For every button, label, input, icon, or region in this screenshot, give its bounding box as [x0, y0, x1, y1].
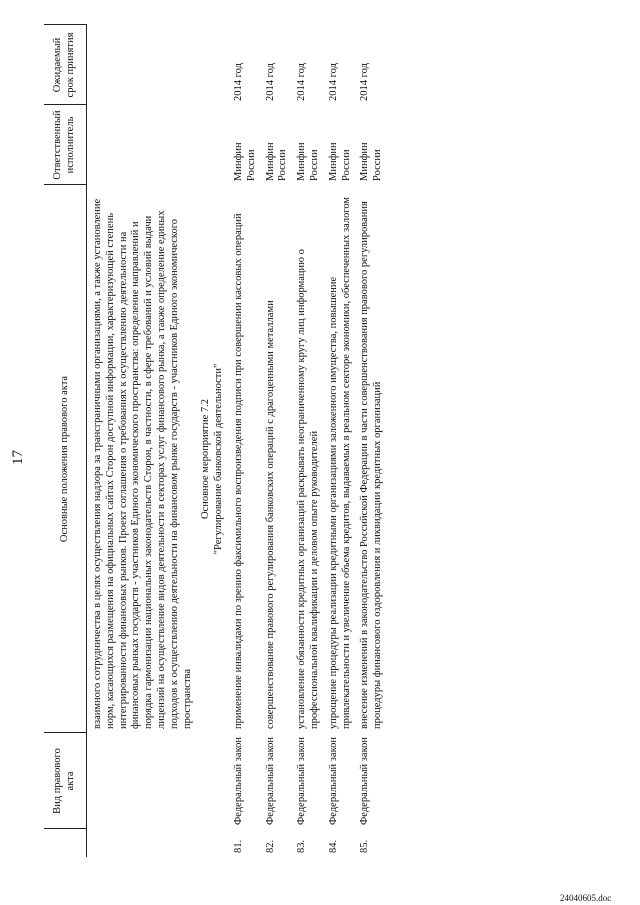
table-row: [356, 25, 388, 857]
row-kind: Федеральный закон: [264, 736, 276, 825]
row-term: 2014 год: [264, 63, 276, 101]
section-row: [198, 25, 230, 857]
header-number: [44, 829, 87, 857]
row-kind: Федеральный закон: [359, 736, 371, 825]
table-row: [293, 25, 325, 857]
row-number: 84.: [327, 839, 339, 853]
row-executor: Минфин России: [359, 142, 384, 181]
row-number: 85.: [359, 839, 371, 853]
section-title: Основное мероприятие 7.2: [200, 398, 212, 520]
header-kind: Вид правового акта: [44, 733, 87, 829]
row-kind: Федеральный закон: [232, 736, 244, 825]
row-term: 2014 год: [327, 63, 339, 101]
continuation-row: [87, 25, 199, 857]
continuation-text: взаимного сотрудничества в целях осуществления надзора за трансграничными организациями, а также установление норм, касающихся размещения на официальных сайтах Сторон доступной информации, характеризующей степень интегрированности финансовых рынков. Проект соглашения о требованиях к осуществлению деятельности на финансовых рынках государств - участников Единого экономического пространства: определение направлений и порядка гармонизации национальных законодательств Сторон, в частности, в сфере требований и условий выдачи лицензий на осуществление видов деятельности в секторах услуг финансового рынка, а также определение единых подходов к осуществлению деятельности на финансовом рынке государств - участников Единого экономического пространства: [92, 198, 193, 729]
row-term: 2014 год: [232, 63, 244, 101]
row-number: 82.: [264, 839, 276, 853]
page-number: 17: [10, 450, 26, 465]
row-text: внесение изменений в законодательство Российской Федерации в части совершенствования правового регулирования процедуры финансового оздоровления и ликвидации кредитных организаций: [359, 201, 384, 729]
row-executor: Минфин России: [327, 142, 352, 181]
row-term: 2014 год: [359, 63, 371, 101]
table-row: [230, 25, 262, 857]
section-subtitle: "Регулирование банковской деятельности": [213, 363, 225, 555]
row-number: 81.: [232, 839, 244, 853]
header-exec: Ответственный исполнитель: [44, 105, 87, 185]
document-id: 24040605.doc: [560, 893, 612, 903]
legal-acts-table: [44, 25, 388, 858]
row-text: совершенствование правового регулирования банковских операций с драгоценными металлами: [264, 300, 276, 729]
row-number: 83.: [296, 839, 308, 853]
row-term: 2014 год: [296, 63, 308, 101]
row-kind: Федеральный закон: [296, 736, 308, 825]
row-executor: Минфин России: [232, 142, 257, 181]
table-row: [325, 25, 357, 857]
row-executor: Минфин России: [296, 142, 320, 181]
table-row: [262, 25, 294, 857]
header-main: Основные положения правового акта: [44, 185, 87, 733]
row-executor: Минфин России: [264, 142, 289, 181]
row-text: установление обязанности кредитных организаций раскрывать неограниченному кругу лиц информацию о профессиональной квалификации и деловом опыте руководителей: [296, 249, 320, 729]
row-text: упрощение процедуры реализации кредитными организациями заложенного имущества, повышение привлекательности и увеличение объема кредитов, выдаваемых в реальном секторе экономики, обеспеченных залогом: [327, 196, 352, 729]
row-kind: Федеральный закон: [327, 736, 339, 825]
header-term: Ожидаемый срок принятия: [44, 25, 87, 105]
table-header-row: [44, 25, 87, 857]
row-text: применение инвалидами по зрению факсимильного воспроизведения подписи при совершении кассовых операций: [232, 213, 244, 729]
